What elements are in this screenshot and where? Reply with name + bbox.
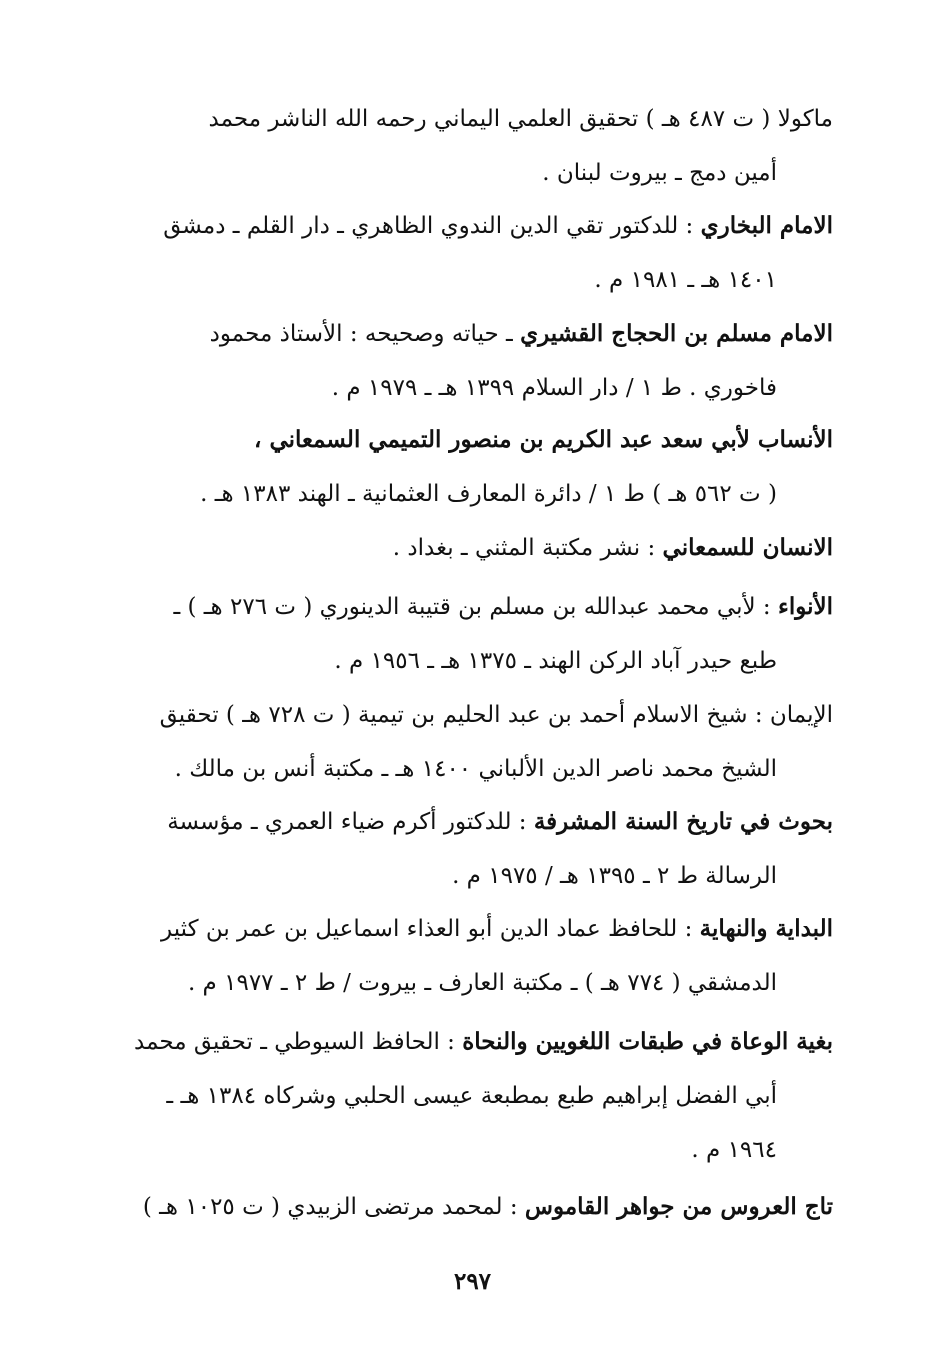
bibliography-entry: [123, 413, 833, 521]
entry-text: : لأبي محمد عبدالله بن مسلم بن قتيبة الدينوري ( ت ٢٧٦ هـ ) ـ: [173, 594, 778, 620]
entry-line: ( ت ٥٦٢ هـ ) ط ١ / دائرة المعارف العثمانية ـ الهند ١٣٨٣ هـ .: [200, 481, 777, 507]
bibliography-entry: [123, 199, 833, 307]
entry-title: بحوث في تاريخ السنة المشرفة: [533, 808, 833, 835]
entry-text: : للدكتور تقي الدين الندوي الظاهري ـ دار القلم ـ دمشق: [163, 213, 701, 239]
entry-title: الامام مسلم بن الحجاج القشيري: [520, 320, 833, 347]
bibliography-entry: [123, 307, 833, 415]
entry-title: الانسان للسمعاني: [662, 534, 833, 561]
entry-first-line: [123, 307, 833, 361]
entry-text: : نشر مكتبة المثني ـ بغداد .: [392, 535, 663, 561]
bibliography-entry: [123, 1015, 833, 1177]
bibliography-entry: [123, 521, 833, 575]
entry-text: ـ حياته وصحيحه : الأستاذ محمود: [209, 321, 521, 347]
entry-text: : لمحمد مرتضى الزبيدي ( ت ١٠٢٥ هـ ): [142, 1194, 525, 1220]
entry-first-line: [123, 902, 833, 956]
entry-first-line: [123, 580, 833, 634]
entry-text: : للدكتور أكرم ضياء العمري ـ مؤسسة: [167, 809, 534, 835]
entry-line: الرسالة ط ٢ ـ ١٣٩٥ هـ / ١٩٧٥ م .: [452, 863, 777, 889]
entry-title: البداية والنهاية: [699, 915, 833, 942]
entry-first-line: [123, 199, 833, 253]
entry-title: الأنساب لأبي سعد عبد الكريم بن منصور التميمي السمعاني ،: [254, 426, 833, 453]
entry-line: أمين دمج ـ بيروت لبنان .: [542, 160, 777, 186]
entry-line: الشيخ محمد ناصر الدين الألباني ١٤٠٠ هـ ـ مكتبة أنس بن مالك .: [174, 756, 777, 782]
entry-line: طبع حيدر آباد الركن الهند ـ ١٣٧٥ هـ ـ ١٩٥٦ م .: [334, 648, 777, 674]
entry-line: ١٩٦٤ م .: [691, 1137, 777, 1163]
entry-first-line: [123, 1015, 833, 1069]
entry-title: تاج العروس من جواهر القاموس: [524, 1193, 833, 1220]
entry-line: ١٤٠١ هـ ـ ١٩٨١ م .: [594, 267, 777, 293]
entry-first-line: [123, 688, 833, 742]
bibliography-entry: [123, 92, 833, 200]
bibliography-entry: [123, 902, 833, 1010]
entry-first-line: [123, 413, 833, 467]
entry-title: بغية الوعاة في طبقات اللغويين والنحاة: [462, 1028, 833, 1055]
entry-title: الامام البخاري: [700, 212, 833, 239]
entry-text: : للحافظ عماد الدين أبو العذاء اسماعيل بن عمر بن كثير: [161, 916, 700, 942]
entry-text: الإيمان : شيخ الاسلام أحمد بن عبد الحليم بن تيمية ( ت ٧٢٨ هـ ) تحقيق: [159, 702, 833, 728]
entry-text: : الحافظ السيوطي ـ تحقيق محمد: [134, 1029, 463, 1055]
bibliography-entry: [123, 1180, 833, 1234]
entry-first-line: [123, 1180, 833, 1234]
entry-line: ماكولا ( ت ٤٨٧ هـ ) تحقيق العلمي اليماني رحمه الله الناشر محمد: [208, 106, 833, 132]
entry-first-line: [123, 795, 833, 849]
entry-line: الدمشقي ( ٧٧٤ هـ ) ـ مكتبة العارف ـ بيروت / ط ٢ ـ ١٩٧٧ م .: [187, 970, 777, 996]
entry-line: أبي الفضل إبراهيم طبع بمطبعة عيسى الحلبي وشركاه ١٣٨٤ هـ ـ: [166, 1083, 777, 1109]
page-number: ٢٩٧: [453, 1268, 492, 1295]
bibliography-entry: [123, 580, 833, 688]
bibliography-entry: [123, 795, 833, 903]
entry-first-line: [123, 521, 833, 575]
entry-line: فاخوري . ط ١ / دار السلام ١٣٩٩ هـ ـ ١٩٧٩ م .: [331, 375, 777, 401]
entry-title: الأنواء: [778, 593, 833, 620]
bibliography-entry: [123, 688, 833, 796]
